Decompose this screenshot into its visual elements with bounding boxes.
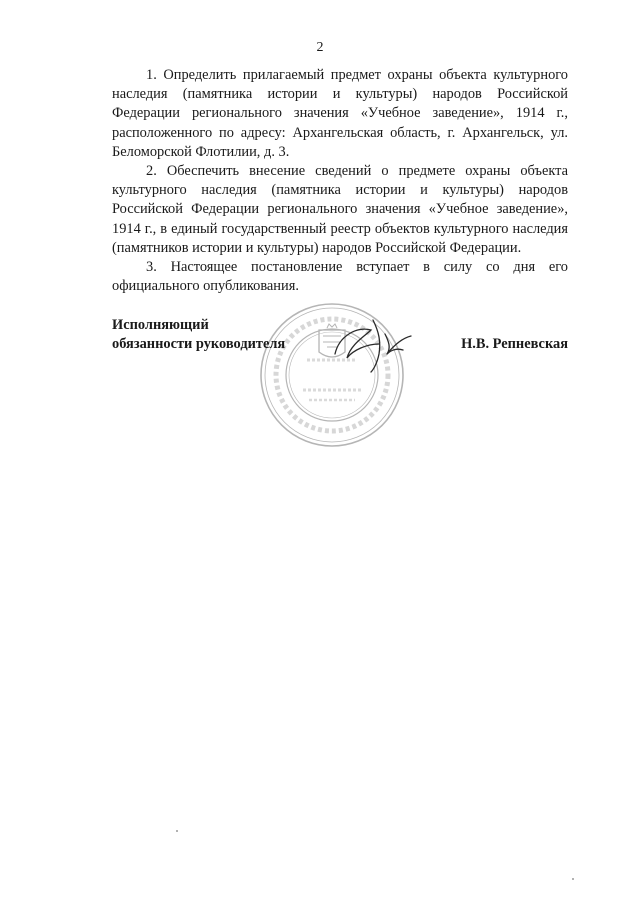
signatory-title-line-1: Исполняющий (112, 317, 209, 333)
document-body (112, 66, 568, 296)
signatory-name: Н.В. Репневская (461, 336, 568, 352)
signatory-title-line-2: обязанности руководителя (112, 336, 286, 352)
scan-speck (572, 878, 574, 880)
paragraph-3: 3. Настоящее постановление вступает в силу со дня его официального опубликования. (112, 259, 568, 295)
paragraph-2: 2. Обеспечить внесение сведений о предмете охраны объекта культурного наследия (памятника истории и культуры) народов Российской Федерации регионального значения «Учебное заведение», 1914 г., в единый государственный реестр объектов культурного наследия (памятников истории и культуры) народов Российской Федерации. (112, 163, 568, 256)
paragraph-1: 1. Определить прилагаемый предмет охраны объекта культурного наследия (памятника истории и культуры) народов Российской Федерации регионального значения «Учебное заведение», 1914 г., расположенного по адресу: Архангельская область, г. Архангельск, ул. Беломорской Флотилии, д. 3. (112, 67, 568, 160)
page-number: 2 (316, 40, 324, 55)
scan-speck (176, 830, 178, 832)
handwritten-signature-icon (327, 314, 417, 374)
signatory-title (112, 316, 285, 354)
signature-block (112, 312, 568, 432)
